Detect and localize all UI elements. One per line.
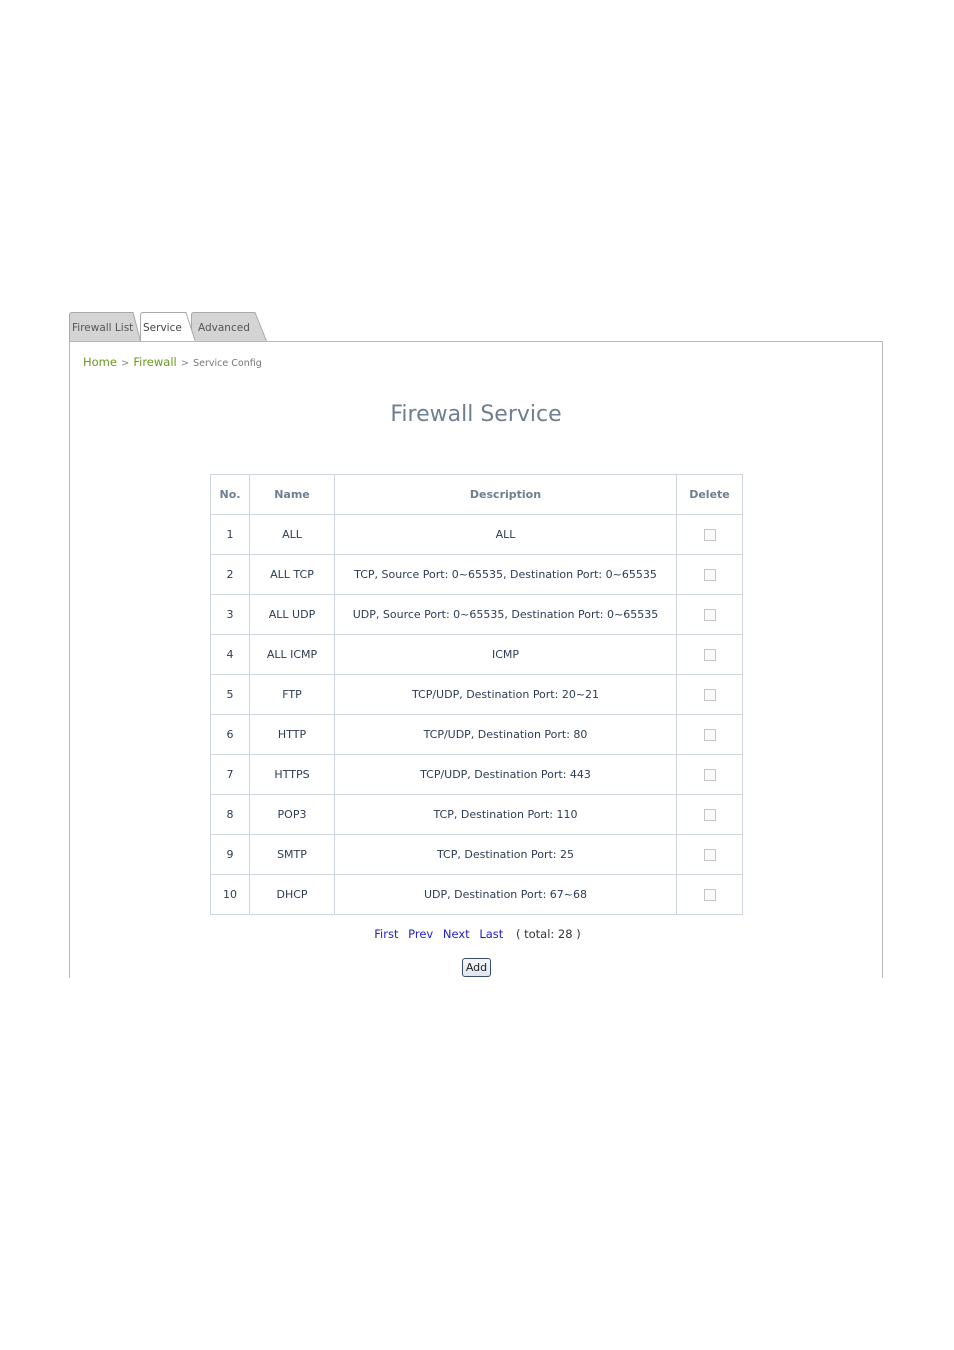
cell-description: UDP, Destination Port: 67~68 bbox=[335, 875, 677, 915]
cell-delete bbox=[677, 795, 743, 835]
pagination bbox=[70, 927, 882, 941]
breadcrumb-firewall[interactable]: Firewall bbox=[133, 355, 177, 369]
cell-delete bbox=[677, 875, 743, 915]
table-row bbox=[211, 635, 743, 675]
delete-checkbox[interactable] bbox=[704, 689, 716, 701]
cell-name: ALL bbox=[250, 515, 335, 555]
cell-name: ALL TCP bbox=[250, 555, 335, 595]
cell-delete bbox=[677, 635, 743, 675]
header-description: Description bbox=[335, 475, 677, 515]
breadcrumb-current: Service Config bbox=[193, 358, 262, 369]
tab-service[interactable] bbox=[140, 312, 194, 341]
cell-delete bbox=[677, 835, 743, 875]
delete-checkbox[interactable] bbox=[704, 809, 716, 821]
table-header-row bbox=[211, 475, 743, 515]
header-name: Name bbox=[250, 475, 335, 515]
pager-first-link[interactable]: First bbox=[374, 927, 399, 941]
cell-no: 5 bbox=[211, 675, 250, 715]
cell-name: DHCP bbox=[250, 875, 335, 915]
breadcrumb-home[interactable]: Home bbox=[83, 355, 117, 369]
cell-description: TCP/UDP, Destination Port: 80 bbox=[335, 715, 677, 755]
cell-no: 10 bbox=[211, 875, 250, 915]
cell-name: POP3 bbox=[250, 795, 335, 835]
cell-name: HTTPS bbox=[250, 755, 335, 795]
delete-checkbox[interactable] bbox=[704, 649, 716, 661]
cell-name: SMTP bbox=[250, 835, 335, 875]
tab-label: Firewall List bbox=[72, 322, 134, 334]
table-row bbox=[211, 755, 743, 795]
cell-delete bbox=[677, 555, 743, 595]
table-row bbox=[211, 715, 743, 755]
cell-delete bbox=[677, 515, 743, 555]
cell-description: TCP, Source Port: 0~65535, Destination Port: 0~65535 bbox=[335, 555, 677, 595]
table-row bbox=[211, 835, 743, 875]
table-row bbox=[211, 515, 743, 555]
table-row bbox=[211, 795, 743, 835]
tab-bar bbox=[69, 312, 889, 342]
cell-description: ALL bbox=[335, 515, 677, 555]
delete-checkbox[interactable] bbox=[704, 529, 716, 541]
delete-checkbox[interactable] bbox=[704, 769, 716, 781]
cell-no: 4 bbox=[211, 635, 250, 675]
cell-delete bbox=[677, 675, 743, 715]
cell-description: TCP, Destination Port: 110 bbox=[335, 795, 677, 835]
cell-no: 1 bbox=[211, 515, 250, 555]
header-no: No. bbox=[211, 475, 250, 515]
cell-description: UDP, Source Port: 0~65535, Destination Port: 0~65535 bbox=[335, 595, 677, 635]
breadcrumb bbox=[83, 355, 262, 369]
cell-description: ICMP bbox=[335, 635, 677, 675]
cell-no: 3 bbox=[211, 595, 250, 635]
header-delete: Delete bbox=[677, 475, 743, 515]
tab-label: Service bbox=[143, 322, 182, 334]
pager-last-link[interactable]: Last bbox=[479, 927, 504, 941]
table-row bbox=[211, 555, 743, 595]
pager-next-link[interactable]: Next bbox=[442, 927, 470, 941]
cell-description: TCP/UDP, Destination Port: 443 bbox=[335, 755, 677, 795]
tab-firewall-list[interactable] bbox=[69, 312, 141, 341]
tab-advanced[interactable] bbox=[191, 312, 267, 341]
tab-label: Advanced bbox=[198, 322, 250, 334]
delete-checkbox[interactable] bbox=[704, 849, 716, 861]
cell-no: 8 bbox=[211, 795, 250, 835]
cell-description: TCP, Destination Port: 25 bbox=[335, 835, 677, 875]
add-button[interactable]: Add bbox=[462, 958, 491, 977]
delete-checkbox[interactable] bbox=[704, 609, 716, 621]
cell-no: 7 bbox=[211, 755, 250, 795]
table-row bbox=[211, 875, 743, 915]
breadcrumb-separator: > bbox=[180, 358, 190, 369]
cell-delete bbox=[677, 715, 743, 755]
cell-name: ALL ICMP bbox=[250, 635, 335, 675]
breadcrumb-separator: > bbox=[120, 358, 130, 369]
table-row bbox=[211, 675, 743, 715]
delete-checkbox[interactable] bbox=[704, 889, 716, 901]
cell-name: FTP bbox=[250, 675, 335, 715]
cell-delete bbox=[677, 755, 743, 795]
cell-no: 2 bbox=[211, 555, 250, 595]
cell-description: TCP/UDP, Destination Port: 20~21 bbox=[335, 675, 677, 715]
delete-checkbox[interactable] bbox=[704, 729, 716, 741]
pager-prev-link[interactable]: Prev bbox=[408, 927, 434, 941]
pager-total: ( total: 28 ) bbox=[515, 927, 581, 941]
table-row bbox=[211, 595, 743, 635]
cell-name: ALL UDP bbox=[250, 595, 335, 635]
delete-checkbox[interactable] bbox=[704, 569, 716, 581]
cell-name: HTTP bbox=[250, 715, 335, 755]
content-panel bbox=[69, 341, 883, 978]
cell-no: 6 bbox=[211, 715, 250, 755]
page-title: Firewall Service bbox=[390, 402, 562, 427]
cell-delete bbox=[677, 595, 743, 635]
cell-no: 9 bbox=[211, 835, 250, 875]
service-table bbox=[210, 474, 743, 915]
